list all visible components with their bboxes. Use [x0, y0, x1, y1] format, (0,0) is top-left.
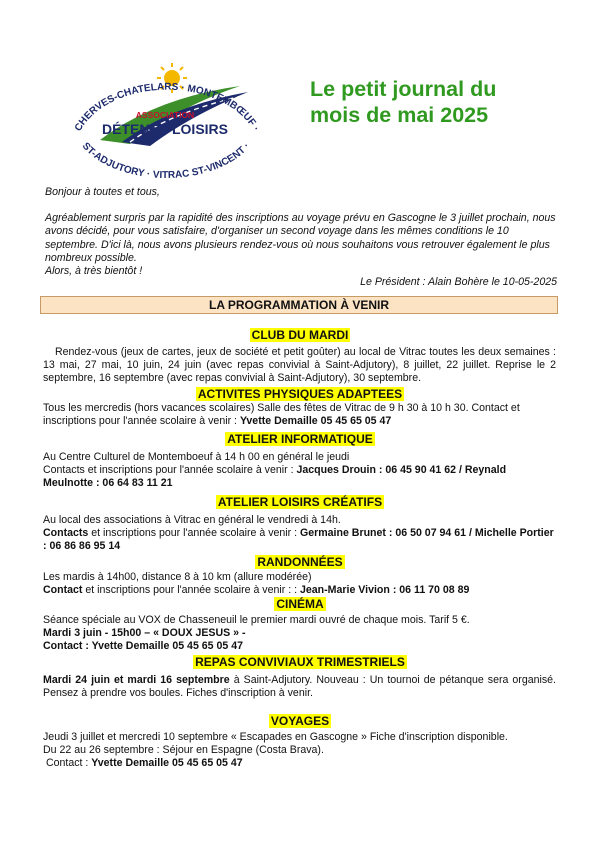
- president-letter: [45, 186, 557, 278]
- creatifs-contact: Germaine Brunet : 06 50 07 94 61 / Michelle Portier : 06 86 86 95 14: [43, 527, 554, 553]
- randonnees-contact: Jean-Marie Vivion : 06 11 70 08 89: [299, 584, 470, 597]
- section-heading-informatique: ATELIER INFORMATIQUE: [227, 432, 373, 446]
- repas-dates: Mardi 24 juin et mardi 16 septembre: [43, 674, 230, 686]
- voyages-contact: Yvette Demaille 05 45 65 05 47: [91, 757, 243, 770]
- section-heading-repas: REPAS CONVIVIAUX TRIMESTRIELS: [195, 655, 405, 669]
- cinema-line1: Séance spéciale au VOX de Chasseneuil le premier mardi ouvré de chaque mois. Tarif 5 €.: [43, 614, 470, 626]
- informatique-line2: Contacts et inscriptions pour l'année scolaire à venir :: [43, 464, 297, 477]
- voyages-text: [43, 731, 556, 771]
- randonnees-line1: Les mardis à 14h00, distance 8 à 10 km (allure modérée): [43, 571, 312, 583]
- letter-greeting: Bonjour à toutes et tous,: [45, 186, 160, 198]
- creatifs-line1: Au local des associations à Vitrac en général le vendredi à 14h.: [43, 514, 341, 526]
- section-heading-activites: ACTIVITES PHYSIQUES ADAPTEES: [197, 387, 403, 401]
- voyages-line2: Du 22 au 26 septembre : Séjour en Espagne (Costa Brava).: [43, 744, 324, 757]
- cinema-contact: Contact : Yvette Demaille 05 45 65 05 47: [43, 640, 244, 653]
- logo-name-text: DÉTENTE-LOISIRS: [101, 121, 229, 137]
- randonnees-contact-label: Contact: [43, 584, 83, 597]
- voyages-line1: Jeudi 3 juillet et mercredi 10 septembre « Escapades en Gascogne » Fiche d'inscription disponible.: [43, 731, 508, 743]
- letter-signature: Le Président : Alain Bohère le 10-05-2025: [360, 276, 557, 288]
- section-heading-randonnees: RANDONNÉES: [257, 555, 343, 569]
- creatifs-text: [43, 514, 556, 554]
- logo-top-arc-text: CHERVES-CHATELARS · MONTEMBŒUF ·: [72, 81, 262, 134]
- journal-title-line2: mois de mai 2025: [310, 103, 489, 127]
- section-heading-creatifs: ATELIER LOISIRS CRÉATIFS: [217, 495, 383, 509]
- informatique-text: [43, 451, 556, 491]
- cinema-line2: Mardi 3 juin - 15h00 – « DOUX JESUS » -: [43, 627, 246, 640]
- activites-description: Tous les mercredis (hors vacances scolaires) Salle des fêtes de Vitrac de 9 h 30 à 10 h 30. Contact et inscriptions pour l'année scolaire à venir :: [43, 402, 520, 428]
- logo-association-text: ASSOCIATION: [135, 110, 195, 120]
- informatique-line1: Au Centre Culturel de Montemboeuf à 14 h 00 en général le jeudi: [43, 451, 350, 463]
- club-text: Rendez-vous (jeux de cartes, jeux de société et petit goûter) au local de Vitrac toutes les deux semaines : 13 mai, 27 mai, 10 juin, 24 juin (avec repas convivial à Saint-Adjutory), 8 juillet, 22 juillet. Reprise le 2 septembre, 16 septembre (avec repas convivial à Saint-Adjutory), 30 septembre.: [43, 346, 556, 385]
- creatifs-contacts-label: Contacts: [43, 527, 89, 540]
- letter-body: Agréablement surpris par la rapidité des inscriptions au voyage prévu en Gascogne le 3 juillet prochain, nous avons décidé, pour vous satisfaire, d'organiser un second voyage dans les mêmes conditions le 10 septembre. D'ici là, nous avons plusieurs rendez-vous où nous souhaitons vous retrouver également le plus nombreux possible.: [45, 212, 556, 264]
- journal-title-line1: Le petit journal du: [310, 77, 497, 101]
- randonnees-text: [43, 571, 556, 597]
- randonnees-line2: et inscriptions pour l'année scolaire à venir : :: [82, 584, 300, 597]
- creatifs-line2: et inscriptions pour l'année scolaire à venir :: [88, 527, 300, 540]
- section-heading-cinema: CINÉMA: [276, 597, 324, 611]
- logo-graphic: [60, 58, 270, 178]
- voyages-contact-label: Contact :: [43, 757, 92, 770]
- section-heading-club: CLUB DU MARDI: [251, 328, 349, 342]
- activites-text: [43, 402, 556, 428]
- repas-text: [43, 674, 556, 700]
- repas-description: à Saint-Adjutory. Nouveau : Un tournoi de pétanque sera organisé. Pensez à prendre vos boules. Fiches d'inscription à venir.: [43, 674, 556, 700]
- section-heading-voyages: VOYAGES: [270, 714, 330, 728]
- letter-closing: Alors, à très bientôt !: [45, 265, 143, 278]
- cinema-text: [43, 614, 556, 654]
- programme-banner: LA PROGRAMMATION À VENIR: [40, 296, 558, 314]
- activites-contact: Yvette Demaille 05 45 65 05 47: [239, 415, 392, 428]
- journal-title: [310, 76, 540, 128]
- association-logo: [60, 58, 270, 178]
- logo-bottom-arc-text: ST-ADJUTORY · VITRAC ST-VINCENT ·: [79, 140, 253, 178]
- informatique-contact: Jacques Drouin : 06 45 90 41 62 / Reynald Meulnotte : 06 64 83 11 21: [43, 464, 507, 490]
